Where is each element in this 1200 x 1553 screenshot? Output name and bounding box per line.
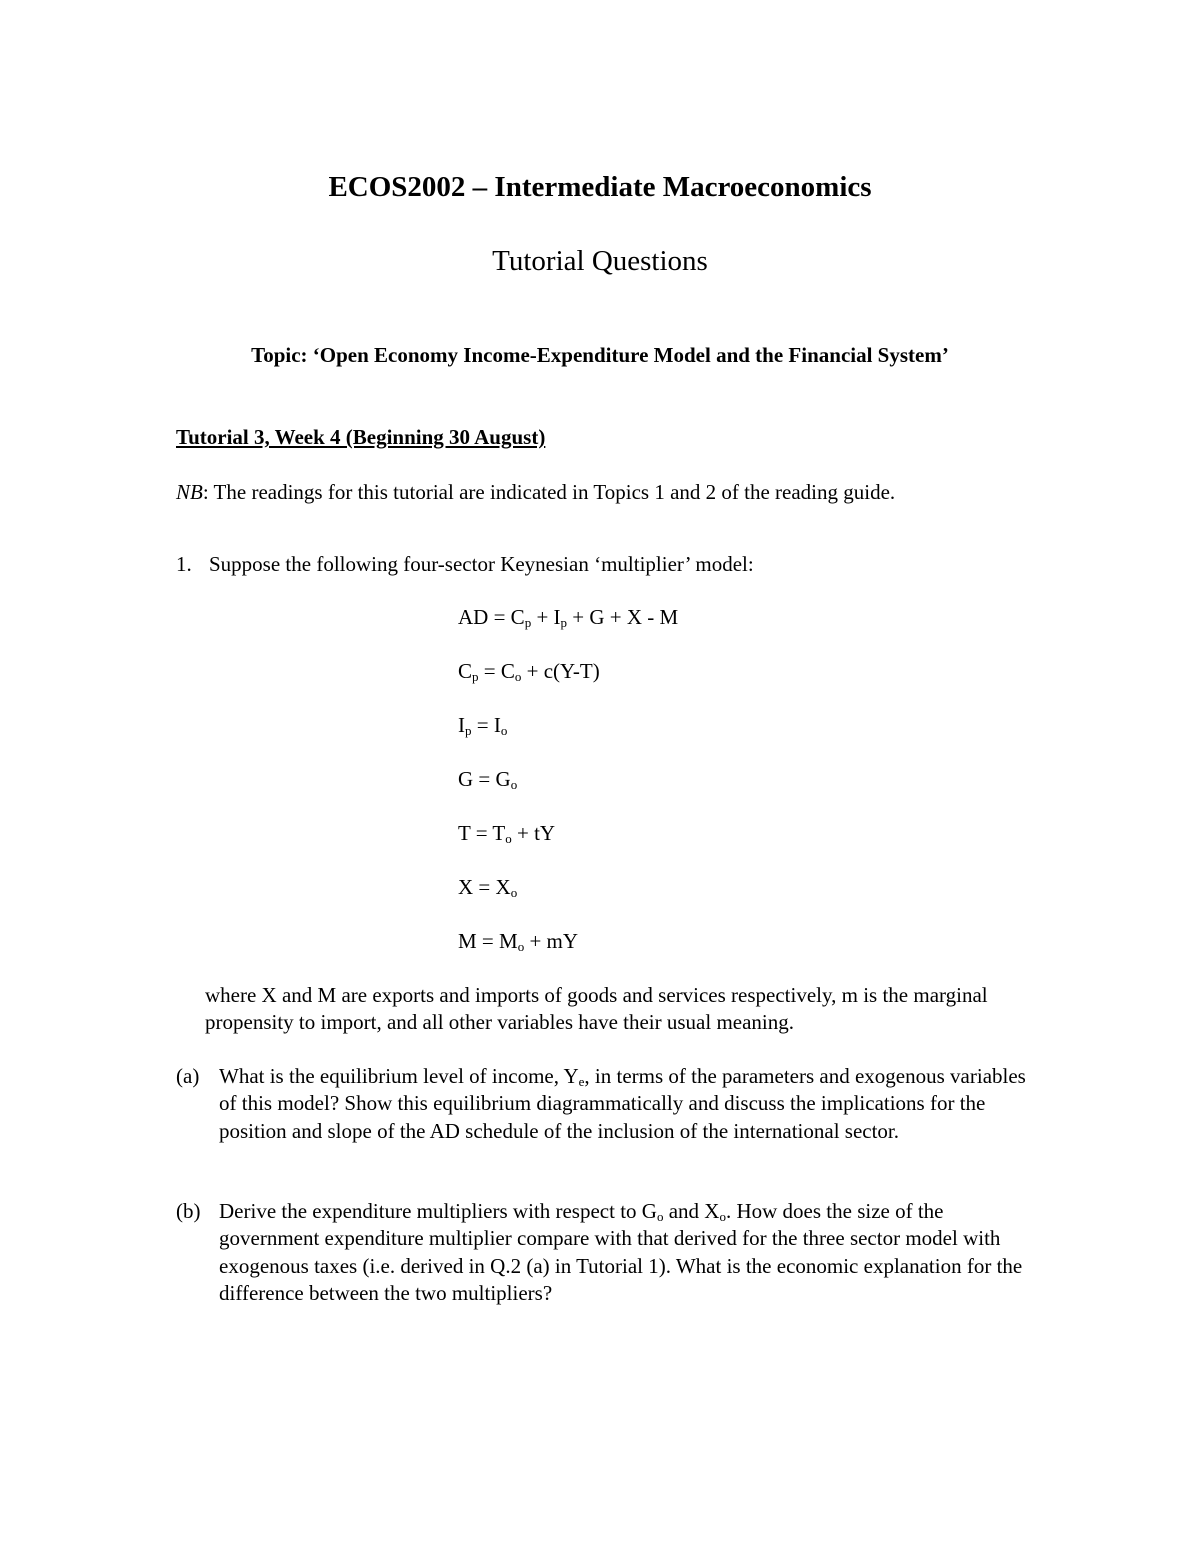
equation-consumption: $C_p = C_o + c(Y-T)$ xyxy=(458,659,600,684)
tutorial-heading: Tutorial 3, Week 4 (Beginning 30 August) xyxy=(176,425,546,449)
question-number: 1. xyxy=(176,552,192,576)
equation-exports: $X = X_o$ xyxy=(458,875,518,900)
question-1-intro xyxy=(176,549,754,579)
topic-heading: Topic: ‘Open Economy Income-Expenditure Model and the Financial System’ xyxy=(251,343,949,367)
question-1-text: Suppose the following four-sector Keynesian ‘multiplier’ model: xyxy=(209,552,754,576)
equation-government: $G = G_o$ xyxy=(458,767,518,792)
nb-text: : The readings for this tutorial are indicated in Topics 1 and 2 of the reading guide. xyxy=(202,480,896,504)
part-b-text: Derive the expenditure multipliers with respect to $G_o$ and $X_o$. How does the size of the government expenditure multiplier compare with that derived for the three sector model with exogenous taxes (i.e. derived in Q.2 (a) in Tutorial 1). What is the economic explanation for the difference between the two multipliers? xyxy=(219,1199,1023,1306)
part-b-label: (b) xyxy=(176,1199,201,1223)
nb-label: NB xyxy=(176,480,203,504)
equation-ad: AD = $C_p + I_p + G + X - M$ xyxy=(458,605,679,630)
equation-investment: $I_p = I_o$ xyxy=(458,713,508,738)
equation-imports: $M = M_o$ + mY xyxy=(458,929,579,954)
part-a-label: (a) xyxy=(176,1064,200,1088)
nb-note xyxy=(176,477,895,507)
where-paragraph: where X and M are exports and imports of goods and services respectively, m is the marginal propensity to import, and all other variables have their usual meaning. xyxy=(205,983,988,1035)
page-subtitle: Tutorial Questions xyxy=(492,245,708,277)
equation-taxes: $T = T_o$ + tY xyxy=(458,821,556,846)
part-a-text: What is the equilibrium level of income, $Y_e$, in terms of the parameters and exogenous variables of this model? Show this equilibrium diagrammatically and discuss the implications for the position and slope of the AD schedule of the inclusion of the international sector. xyxy=(219,1064,1026,1143)
page-title: ECOS2002 – Intermediate Macroeconomics xyxy=(328,171,872,203)
